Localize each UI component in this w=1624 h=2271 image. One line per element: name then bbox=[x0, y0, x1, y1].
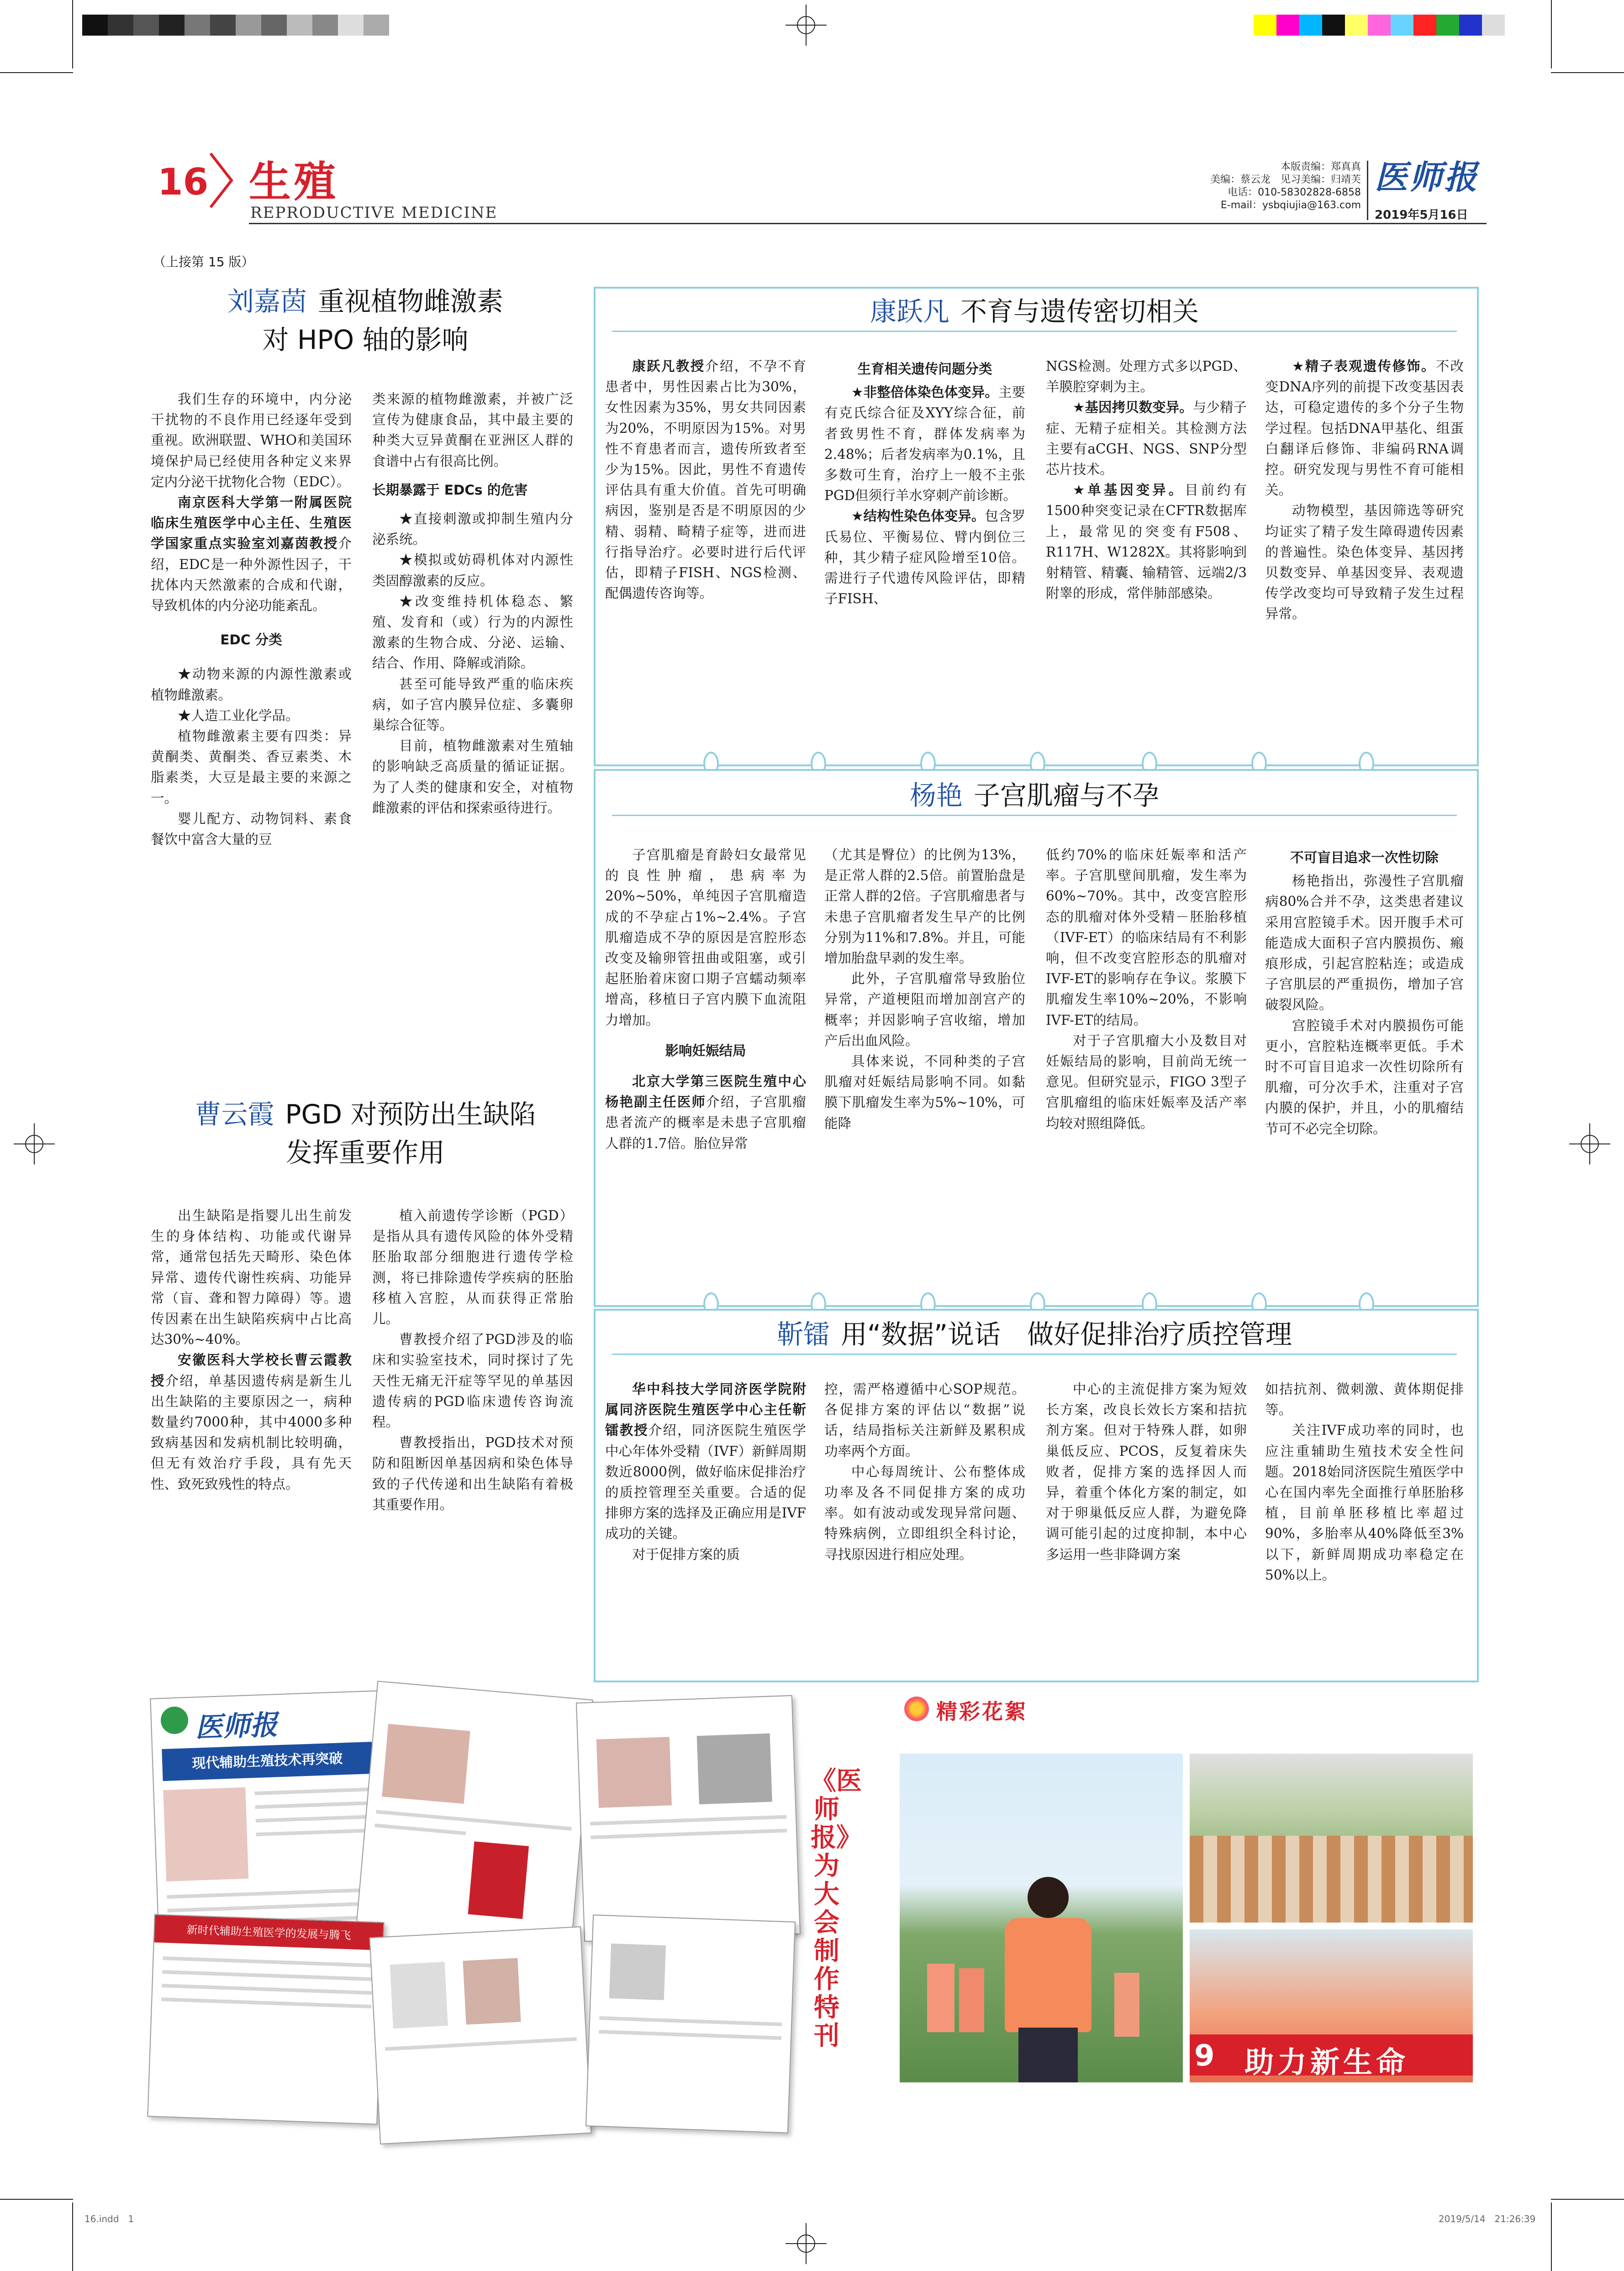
thumbnail-photo bbox=[463, 1958, 521, 2025]
article4-column3 bbox=[1046, 845, 1247, 1134]
article3-column1 bbox=[151, 1206, 352, 1495]
editor-line: 本版责编：郑真真 bbox=[1280, 161, 1361, 173]
thumbnail-text-line bbox=[599, 2016, 782, 2026]
paragraph: 甚至可能导致严重的临床疾病，如子宫内膜异位症、多囊卵巢综合征等。 bbox=[372, 676, 573, 733]
thumbnail-photo bbox=[382, 1724, 470, 1804]
thumbnail-text-line bbox=[385, 2037, 577, 2051]
paragraph: 杨艳指出，弥漫性子宫肌瘤病80%合并不孕，这类患者建议采用宫腔镜手术。因开腹手术可能造成大面积子宫内膜损伤、瘢痕形成，引起宫腔粘连；或造成子宫肌层的严重损伤，增加子宫破裂风险。 bbox=[1265, 873, 1464, 1013]
crop-mark bbox=[1551, 2203, 1552, 2271]
paragraph-text: 与少精子症、无精子症相关。其检测方法主要有aCGH、NGS、SNP分型芯片技术。 bbox=[1046, 400, 1247, 478]
article2-title: 不育与遗传密切相关 bbox=[960, 296, 1199, 327]
article4-column4 bbox=[1265, 845, 1464, 1139]
crop-mark bbox=[72, 0, 73, 68]
thumbnail-text-line bbox=[591, 1828, 787, 1839]
thumbnail-headline: 现代辅助生殖技术再突破 bbox=[162, 1742, 373, 1781]
article4-title: 子宫肌瘤与不孕 bbox=[974, 780, 1160, 811]
paragraph: 动物模型，基因筛选等研究均证实了精子发生障碍遗传因素的普遍性。染色体变异、基因拷贝数变异、单基因变异、表观遗传学改变均可导致精子发生过程异常。 bbox=[1265, 503, 1464, 622]
paragraph-text: 介绍，单基因遗传病是新生儿出生缺陷的主要原因之一，病种数量约7000种，其中4000多种致病基因和发病机制比较明确，但无有效治疗手段，具有先天性、致死致残性的特点。 bbox=[151, 1373, 352, 1492]
group-rally-photo bbox=[1190, 1929, 1473, 2082]
thumbnail-text-line bbox=[590, 1815, 786, 1825]
special-issue-vertical-title: 《医师报》为大会制作特刊 bbox=[811, 1766, 862, 2051]
article4-column1 bbox=[605, 845, 806, 1154]
article1-title-line2: 对 HPO 轴的影响 bbox=[262, 324, 469, 355]
paragraph: 中心每周统计、公布整体成功率及各不同促排方案的成功率。如有波动或发现异常问题、特殊病例，立即组织全科讨论，寻找原因进行相应处理。 bbox=[824, 1464, 1025, 1562]
paragraph: 控，需严格遵循中心SOP规范。各促排方案的评估以“数据”说话，结局指标关注新鲜及累积成功率两个方面。 bbox=[824, 1381, 1025, 1459]
article3-column2 bbox=[372, 1206, 573, 1515]
continued-note: （上接第 15 版） bbox=[153, 254, 254, 269]
list-item: ★人造工业化学品。 bbox=[178, 707, 299, 723]
paragraph: 我们生存的环境中，内分泌干扰物的不良作用已经逐年受到重视。欧洲联盟、WHO和美国环境保护局已经使用各种定义来界定内分泌干扰物化合物（EDC）。 bbox=[151, 391, 352, 490]
paragraph bbox=[1046, 480, 1247, 604]
article3-author: 曹云霞 bbox=[195, 1099, 274, 1130]
article2-author: 康跃凡 bbox=[870, 296, 949, 327]
article1-title-line1: 重视植物雌激素 bbox=[318, 286, 504, 317]
article4-column2 bbox=[824, 845, 1025, 1134]
article1-column2 bbox=[372, 389, 573, 818]
paragraph: 对于子宫肌瘤大小及数目对妊娠结局的影响，目前尚无统一意见。但研究显示，FIGO 3型子宫肌瘤组的临床妊娠率及活产率均较对照组降低。 bbox=[1046, 1033, 1247, 1131]
thumbnail-photo bbox=[609, 1944, 666, 2000]
article3-headline bbox=[137, 1095, 594, 1172]
article1-headline bbox=[137, 282, 594, 359]
photo-background-walker bbox=[1114, 1973, 1139, 2037]
paragraph bbox=[605, 356, 806, 604]
newspaper-thumbnail bbox=[354, 1681, 593, 1965]
article4-headline bbox=[612, 776, 1457, 816]
banner-number: 9 bbox=[1194, 2039, 1215, 2073]
paragraph: 如拮抗剂、微刺激、黄体期促排等。 bbox=[1265, 1381, 1464, 1418]
crop-mark bbox=[1551, 72, 1624, 73]
paragraph: 低约70%的临床妊娠率和活产率。子宫肌壁间肌瘤，发生率为60%~70%。其中，改变宫腔形态的肌瘤对体外受精－胚胎移植（IVF-ET）的临床结局有不利影响，但不改变宫腔形态的肌瘤对IVF-ET的影响存在争议。浆膜下肌瘤发生率10%~20%，不影响IVF-ET的结局。 bbox=[1046, 847, 1247, 1028]
article2-column2 bbox=[824, 356, 1025, 609]
bold-lead: ★基因拷贝数变异。 bbox=[1073, 400, 1193, 416]
article5-column2 bbox=[824, 1379, 1025, 1565]
paragraph: 曹教授指出，PGD技术对预防和阻断因单基因病和染色体导致的子代传递和出生缺陷有着极其重要作用。 bbox=[372, 1435, 573, 1512]
footer-timestamp: 2019/5/14 21:26:39 bbox=[1439, 2213, 1536, 2224]
thumbnail-text-line bbox=[255, 1787, 374, 1795]
thumbnail-text-line bbox=[256, 1828, 375, 1836]
header-rule bbox=[249, 223, 1487, 224]
header-divider bbox=[1367, 161, 1368, 220]
newspaper-logo: 医师报 bbox=[1375, 158, 1479, 196]
article2-column3 bbox=[1046, 356, 1247, 604]
bold-lead: 康跃凡教授 bbox=[632, 358, 705, 374]
bold-lead: ★非整倍体染色体变异。 bbox=[851, 385, 998, 400]
section-english-title: REPRODUCTIVE MEDICINE bbox=[250, 204, 498, 222]
crop-mark bbox=[72, 2203, 73, 2271]
list-item: ★模拟或妨碍机体对内源性类固醇激素的反应。 bbox=[372, 552, 573, 589]
thumbnail-text-line bbox=[167, 1902, 377, 1913]
paragraph-text: 主要有克氏综合征及XYY综合征，前者致男性不育，群体发病率为2.48%；后者发病率为0.1%，且多数可生育，治疗上一般不主张PGD但须行羊水穿刺产前诊断。 bbox=[824, 385, 1025, 504]
paragraph: 目前，植物雌激素对生殖轴的影响缺乏高质量的循证证据。为了人类的健康和安全，对植物雌激素的评估和探索亟待进行。 bbox=[372, 738, 573, 816]
phone-line: 电话：010-58302828-6858 bbox=[1228, 187, 1361, 198]
paragraph-text: 目前约有1500种突变记录在CFTR数据库上，最常见的突变有F508、R117H、W1282X。其将影响到射精管、精囊、输精管、远端2/3附睾的形成，常伴肺部感染。 bbox=[1046, 482, 1247, 601]
crop-mark bbox=[0, 72, 73, 73]
thumbnail-text-line bbox=[161, 1997, 371, 2008]
subheading: 生育相关遗传问题分类 bbox=[857, 361, 992, 377]
bold-lead: 北京大学第三医院生殖中心杨艳副主任医师 bbox=[605, 1074, 806, 1110]
subheading: 长期暴露于 EDCs 的危害 bbox=[372, 482, 528, 498]
thumbnail-text-line bbox=[162, 1970, 372, 1981]
paragraph bbox=[151, 492, 352, 616]
section-title: 生殖 bbox=[249, 158, 339, 206]
paragraph bbox=[605, 1379, 806, 1544]
article5-column3 bbox=[1046, 1379, 1247, 1565]
walking-event-photo bbox=[900, 1754, 1183, 2082]
photo-person-pants bbox=[1018, 2028, 1078, 2082]
registration-mark-left bbox=[14, 1123, 55, 1164]
article5-column1 bbox=[605, 1379, 806, 1565]
paragraph: 类来源的植物雌激素，并被广泛宣传为健康食品，其中最主要的种类大豆异黄酮在亚洲区人群的食谱中占有很高比例。 bbox=[372, 391, 573, 469]
thumbnail-text-line bbox=[256, 1815, 374, 1823]
photo-person-head bbox=[1028, 1877, 1069, 1918]
thumbnail-text-line bbox=[163, 1956, 373, 1967]
page-number: 16 bbox=[158, 161, 209, 203]
paragraph: 婴儿配方、动物饲料、素食餐饮中富含大量的豆 bbox=[151, 811, 352, 848]
photo-person-shirt bbox=[1005, 1918, 1091, 2032]
footer-filename: 16.indd 1 bbox=[84, 2213, 134, 2224]
paragraph: 对于促排方案的质 bbox=[632, 1546, 740, 1562]
photo-background-walker bbox=[959, 1968, 984, 2032]
article5-column4 bbox=[1265, 1379, 1464, 1586]
bold-lead: ★单基因变异。 bbox=[1073, 482, 1185, 498]
designer-line: 美编：蔡云龙 见习美编：归靖芙 bbox=[1210, 174, 1361, 185]
subheading: 影响妊娠结局 bbox=[665, 1043, 746, 1059]
thumbnail-logo: 医师报 bbox=[195, 1709, 278, 1744]
thumbnail-photo bbox=[697, 1734, 772, 1804]
paragraph: 子宫肌瘤是育龄妇女最常见的良性肿瘤，患病率为20%~50%，单纯因子宫肌瘤造成的不孕症占1%~2.4%。子宫肌瘤造成不孕的原因是宫腔形态改变及输卵管扭曲或阻塞，或引起胚胎着床窗口期子宫蠕动频率增高，移植日子宫内膜下血流阻力增加。 bbox=[605, 847, 806, 1028]
paragraph: 曹教授介绍了PGD涉及的临床和实验室技术，同时探讨了先天性无痛无汗症等罕见的单基因遗传病的PGD临床遗传咨询流程。 bbox=[372, 1332, 573, 1430]
choir-performance-photo bbox=[1190, 1754, 1473, 1923]
paragraph-text: 介绍，不孕不育患者中，男性因素占比为30%，女性因素为35%，男女共同因素为20%，不明原因为15%。对男性不育患者而言，遗传所致者至少为15%。因此，男性不育遗传评估具有重大价值。首先可明确病因，鉴别是否是不明原因的少精、弱精、畸精子症等，进而进行指导治疗。必要时进行后代评估，即精子FISH、NGS检测、配偶遗传咨询等。 bbox=[605, 358, 806, 601]
article1-column1 bbox=[151, 389, 352, 850]
paragraph-text: 不改变DNA序列的前提下改变基因表达，可稳定遗传的多个分子生物学过程。包括DNA甲基化、组蛋白翻译后修饰、非编码RNA调控。研究发现与男性不育可能相关。 bbox=[1265, 358, 1464, 498]
article2-column4 bbox=[1265, 356, 1464, 625]
photo-choir-row bbox=[1190, 1836, 1473, 1923]
paragraph-text: 包含罗氏易位、平衡易位、臂内倒位三种，其少精子症风险增至10倍。需进行子代遗传风险评估，即精子FISH、 bbox=[824, 508, 1025, 607]
list-item: ★直接刺激或抑制生殖内分泌系统。 bbox=[372, 511, 573, 548]
registration-mark-bottom bbox=[786, 2223, 827, 2264]
paragraph: 植物雌激素主要有四类：异黄酮类、黄酮类、香豆素类、木脂素类，大豆是最主要的来源之一。 bbox=[151, 728, 352, 806]
thumbnail-photo bbox=[596, 1737, 672, 1807]
thumbnail-photo bbox=[468, 1841, 529, 1919]
gallery-heading: 精彩花絮 bbox=[936, 1699, 1028, 1724]
banner-text: 助力新生命 bbox=[1244, 2046, 1409, 2080]
editor-info bbox=[1060, 161, 1361, 212]
thumbnail-photo bbox=[163, 1787, 248, 1881]
list-item: ★动物来源的内源性激素或植物雌激素。 bbox=[151, 666, 352, 703]
newspaper-thumbnail bbox=[576, 1695, 801, 1942]
article2-headline bbox=[612, 292, 1457, 332]
crop-mark bbox=[1551, 0, 1552, 68]
registration-mark-top bbox=[786, 5, 827, 46]
photo-background-walker bbox=[927, 1964, 954, 2032]
paragraph: 出生缺陷是指婴儿出生前发生的身体结构、功能或代谢异常，通常包括先天畸形、染色体异常、遗传代谢性疾病、功能异常（盲、聋和智力障碍）等。遗传因素在出生缺陷疾病中占比高达30%~40%。 bbox=[151, 1208, 352, 1348]
article3-title-line1: PGD 对预防出生缺陷 bbox=[285, 1099, 536, 1130]
newspaper-thumbnail bbox=[369, 1926, 591, 2145]
bold-lead: 华中科技大学同济医学院附属同济医院生殖医学中心主任靳镭教授 bbox=[605, 1381, 806, 1438]
paragraph: 植入前遗传学诊断（PGD）是指从具有遗传风险的体外受精胚胎取部分细胞进行遗传学检测，将已排除遗传学疾病的胚胎移植入宫腔，从而获得正常胎儿。 bbox=[372, 1208, 573, 1327]
paragraph: 宫腔镜手术对内膜损伤可能更小，宫腔粘连概率更低。手术时不可盲目追求一次性切除所有肌瘤，可分次手术，注重对子宫内膜的保护，并且，小的肌瘤结节可不必完全切除。 bbox=[1265, 1017, 1464, 1137]
crop-mark bbox=[0, 2199, 73, 2200]
registration-mark-right bbox=[1569, 1123, 1610, 1164]
subheading: EDC 分类 bbox=[220, 632, 282, 648]
paragraph bbox=[1265, 356, 1464, 501]
issue-date: 2019年5月16日 bbox=[1375, 208, 1468, 222]
paragraph: NGS检测。处理方式多以PGD、羊膜腔穿刺为主。 bbox=[1046, 358, 1247, 395]
article5-author: 靳镭 bbox=[776, 1319, 830, 1350]
paragraph bbox=[151, 1350, 352, 1494]
paragraph: 此外，子宫肌瘤常导致胎位异常，产道梗阻而增加剖宫产的概率；并因影响子宫收缩，增加产后出血风险。 bbox=[824, 971, 1025, 1049]
paragraph bbox=[824, 382, 1025, 506]
article5-headline bbox=[612, 1315, 1457, 1355]
header-chevron-icon bbox=[208, 151, 235, 210]
crop-mark bbox=[1551, 2199, 1624, 2200]
thumbnail-photo bbox=[390, 1962, 448, 2029]
bold-lead: 安徽医科大学校长曹云霞教授 bbox=[151, 1352, 352, 1389]
article3-title-line2: 发挥重要作用 bbox=[285, 1137, 445, 1168]
bold-lead: ★精子表观遗传修饰。 bbox=[1292, 358, 1436, 374]
list-item: ★改变维持机体稳态、繁殖、发育和（或）行为的内源性激素的生物合成、分泌、运输、结合、作用、降解或消除。 bbox=[372, 593, 573, 671]
article2-column1 bbox=[605, 356, 806, 604]
thumbnail-text-line bbox=[162, 1984, 372, 1995]
bold-lead: ★结构性染色体变异。 bbox=[851, 508, 985, 524]
thumbnail-text-line bbox=[167, 1888, 377, 1899]
thumbnail-text-line bbox=[599, 2030, 781, 2040]
paragraph bbox=[605, 1071, 806, 1154]
flower-icon bbox=[904, 1697, 929, 1721]
newspaper-thumbnail bbox=[147, 1914, 384, 2124]
thumbnail-text-line bbox=[255, 1801, 374, 1809]
paragraph-text: 介绍，EDC是一种外源性因子，干扰体内天然激素的合成和代谢，导致机体的内分泌功能紊乱。 bbox=[151, 536, 352, 614]
email-line: E-mail：ysbqiujia@163.com bbox=[1220, 200, 1361, 211]
thumbnail-headline: 新时代辅助生殖医学的发展与腾飞 bbox=[154, 1915, 384, 1950]
cma-logo-icon bbox=[160, 1706, 189, 1734]
paragraph-text: 介绍，子宫肌瘤患者流产的概率是未患子宫肌瘤人群的1.7倍。胎位异常 bbox=[605, 1094, 806, 1151]
article1-author: 刘嘉茵 bbox=[227, 286, 307, 317]
paragraph: （尤其是臀位）的比例为13%，是正常人群的2.5倍。前置胎盘是正常人群的2倍。子宫肌瘤患者与未患子宫肌瘤者发生早产的比例分别为11%和7.8%。并且，可能增加胎盘早剥的发生率。 bbox=[824, 847, 1025, 966]
paragraph: 具体来说，不同种类的子宫肌瘤对妊娠结局影响不同。如黏膜下肌瘤发生率为5%~10%，可能降 bbox=[824, 1054, 1025, 1131]
paragraph bbox=[824, 506, 1025, 609]
paragraph-text: 介绍，同济医院生殖医学中心年体外受精（IVF）新鲜周期数近8000例，做好临床促排治疗的质控管理至关重要。合适的促排卵方案的选择及正确应用是IVF成功的关键。 bbox=[605, 1423, 806, 1542]
thumbnail-text-line bbox=[374, 1823, 466, 1835]
bold-lead: 南京医科大学第一附属医院临床生殖医学中心主任、生殖医学国家重点实验室刘嘉茵教授 bbox=[151, 495, 352, 552]
paragraph: 中心的主流促排方案为短效长方案，改良长效长方案和拮抗剂方案。但对于特殊人群，如卵巢低反应、PCOS，反复着床失败者，促排方案的选择因人而异，着重个体化方案的制定，如对于卵巢低反应人群，为避免降调可能引起的过度抑制，本中心多运用一些非降调方案 bbox=[1046, 1381, 1247, 1562]
article5-title: 用“数据”说话 做好促排治疗质控管理 bbox=[840, 1319, 1292, 1350]
newspaper-thumbnail bbox=[585, 1914, 796, 2133]
article4-author: 杨艳 bbox=[909, 780, 963, 811]
subheading: 不可盲目追求一次性切除 bbox=[1290, 850, 1439, 865]
paragraph: 关注IVF成功率的同时，也应注重辅助生殖技术安全性问题。2018始同济医院生殖医学中心在国内率先全面推行单胚胎移植，目前单胚移植比率超过90%，多胎率从40%降低至3%以下，新鲜周期成功率稳定在50%以上。 bbox=[1265, 1423, 1464, 1583]
paragraph bbox=[1046, 397, 1247, 480]
